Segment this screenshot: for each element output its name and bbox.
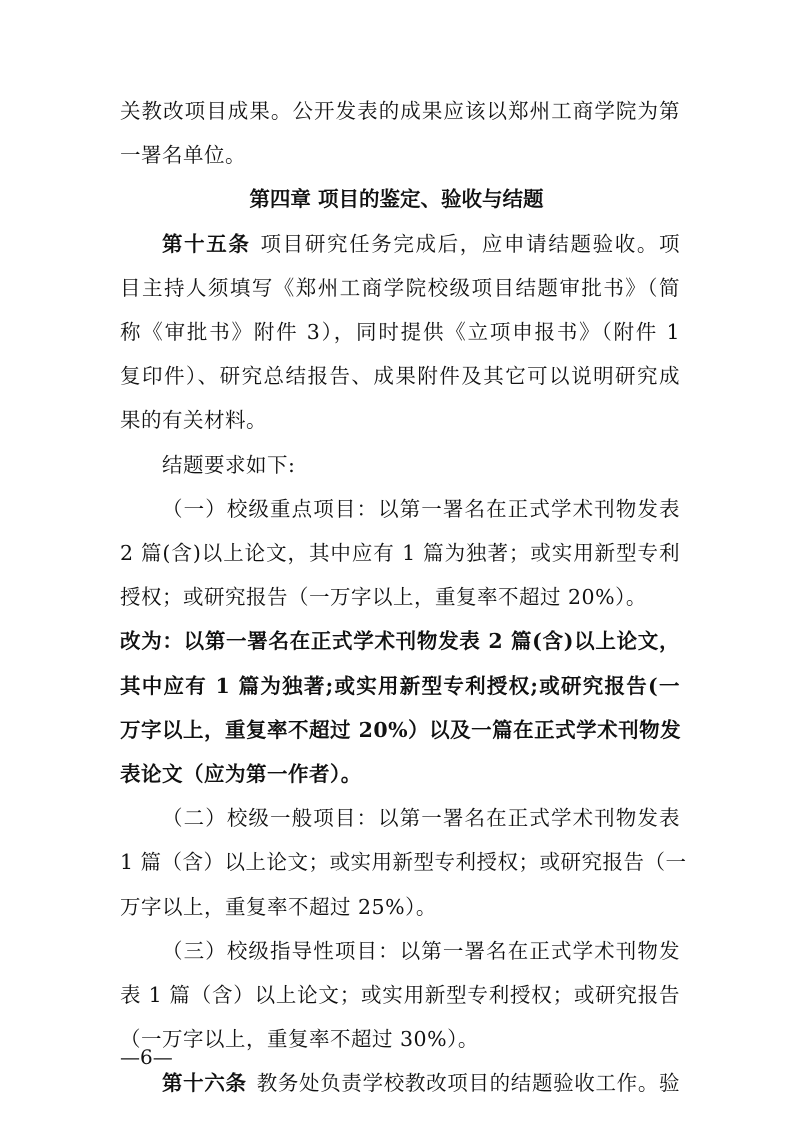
chapter-heading: 第四章 项目的鉴定、验收与结题 [249,187,544,212]
article-16-text: 教务处负责学校教改项目的结题验收工作。验 [256,1071,681,1096]
article-16-line [162,1068,680,1098]
paragraph-line: （一万字以上，重复率不超过 30%）。 [120,1027,479,1052]
article-16-title: 第十六条 [162,1071,247,1096]
paragraph-line: 复印件）、研究总结报告、成果附件及其它可以说明研究成 [120,364,680,389]
paragraph-line: 一署名单位。 [120,143,246,168]
amendment-line: 万字以上，重复率不超过 20%）以及一篇在正式学术刊物发 [120,717,682,742]
paragraph-line: 目主持人须填写《郑州工商学院校级项目结题审批书》（简 [120,275,680,300]
amendment-line: 其中应有 1 篇为独著;或实用新型专利授权;或研究报告(一 [120,673,680,698]
paragraph-line: 2 篇(含)以上论文，其中应有 1 篇为独著；或实用新型专利 [120,541,680,565]
article-15-title: 第十五条 [162,231,251,256]
paragraph-line: 表 1 篇（含）以上论文；或实用新型专利授权；或研究报告 [120,983,680,1007]
paragraph-line: 万字以上，重复率不超过 25%）。 [120,894,437,919]
amendment-line: 改为：以第一署名在正式学术刊物发表 2 篇(含)以上论文， [120,629,680,654]
article-15-text: 项目研究任务完成后，应申请结题验收。项 [260,231,681,256]
paragraph-line: 授权；或研究报告（一万字以上，重复率不超过 20%）。 [120,585,647,610]
key-project-line: （一）校级重点项目：以第一署名在正式学术刊物发表 [162,496,680,521]
general-project-line: （二）校级一般项目：以第一署名在正式学术刊物发表 [162,806,680,831]
paragraph-line: 关教改项目成果。公开发表的成果应该以郑州工商学院为第 [120,99,680,123]
article-15-line [162,229,680,259]
paragraph-line: 果的有关材料。 [120,408,267,433]
amendment-line: 表论文（应为第一作者）。 [120,762,362,786]
paragraph-line: 1 篇（含）以上论文；或实用新型专利授权；或研究报告（一 [120,850,687,875]
requirements-intro: 结题要求如下: [162,452,296,477]
paragraph-line: 称《审批书》附件 3），同时提供《立项申报书》（附件 1 [120,320,680,344]
page-number: —6— [120,1045,173,1069]
guidance-project-line: （三）校级指导性项目：以第一署名在正式学术刊物发 [162,938,680,963]
